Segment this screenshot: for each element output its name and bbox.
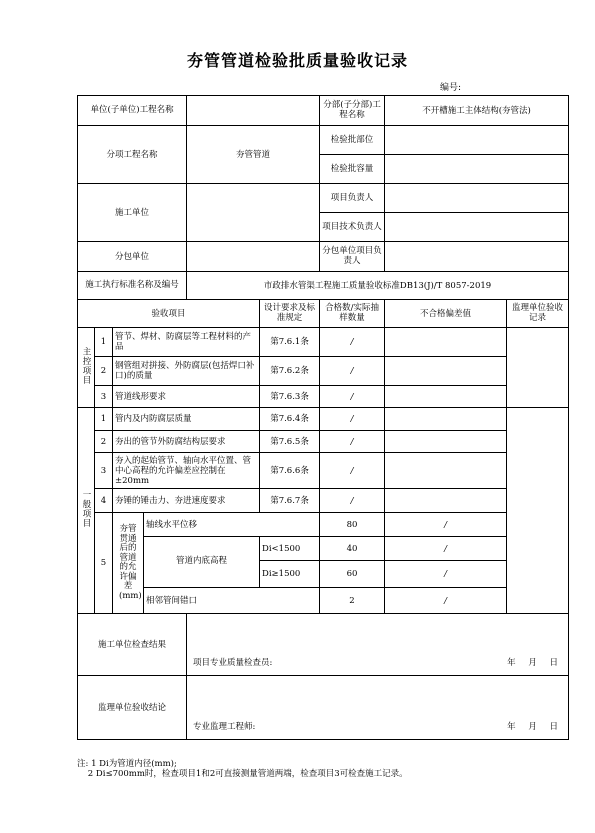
general-group: 一般项目 xyxy=(78,408,95,614)
gen-row-no: 5 xyxy=(95,513,113,614)
subdivision-value[interactable]: 不开槽施工主体结构(夯管法) xyxy=(385,96,569,126)
supervisor-result-area[interactable] xyxy=(187,676,569,740)
col-supervisor: 监理单位验收记录 xyxy=(507,300,569,328)
item-project-value[interactable]: 夯管管道 xyxy=(187,126,320,184)
supervisor-date: 年 月 日 xyxy=(507,722,559,732)
mc-row-no: 2 xyxy=(95,357,113,386)
col-deviation: 不合格偏差值 xyxy=(385,300,507,328)
contractor-value[interactable] xyxy=(187,184,320,242)
mc-row-item: 管节、焊材、防腐层等工程材料的产品 xyxy=(113,328,260,357)
mc-row-std: 第7.6.3条 xyxy=(260,386,320,408)
inspection-record-table xyxy=(77,95,569,740)
quality-inspector-label: 项目专业质量检查员: xyxy=(193,658,273,668)
batch-part-label: 检验批部位 xyxy=(320,126,385,155)
notes xyxy=(77,759,408,779)
di-small-label: Di<1500 xyxy=(260,537,320,561)
mc-row-deviation[interactable] xyxy=(385,357,507,386)
di-small-value: 40 xyxy=(320,537,385,561)
unit-label: 单位(子单位)工程名称 xyxy=(78,96,187,126)
mc-row-no: 1 xyxy=(95,328,113,357)
contractor-date: 年 月 日 xyxy=(507,658,559,668)
batch-qty-label: 检验批容量 xyxy=(320,155,385,184)
tolerance-group: 夯管贯通后的管道的允许偏差(mm) xyxy=(113,513,144,614)
mc-row-qty[interactable]: / xyxy=(320,357,385,386)
standard-label: 施工执行标准名称及编号 xyxy=(78,272,187,300)
sub-pm-value[interactable] xyxy=(385,242,569,272)
subcontractor-label: 分包单位 xyxy=(78,242,187,272)
gen-row-deviation[interactable] xyxy=(385,431,507,453)
col-qualified: 合格数/实际抽样数量 xyxy=(320,300,385,328)
gen-row-deviation[interactable] xyxy=(385,489,507,513)
note-line-1: 注: 1 Di为管道内径(mm); xyxy=(77,759,177,769)
mc-row-item: 管道线形要求 xyxy=(113,386,260,408)
batch-part-value[interactable] xyxy=(385,126,569,155)
contractor-result-label: 施工单位检查结果 xyxy=(78,614,187,676)
gen-row-qty[interactable]: / xyxy=(320,489,385,513)
joint-misalign-label: 相邻管间错口 xyxy=(144,588,320,614)
gen-row-deviation[interactable] xyxy=(385,408,507,431)
standard-value: 市政排水管渠工程施工质量验收标准DB13(J)/T 8057-2019 xyxy=(187,272,569,300)
col-check-item: 验收项目 xyxy=(78,300,260,328)
joint-misalign-qty[interactable]: / xyxy=(385,588,507,614)
gen-row-no: 3 xyxy=(95,453,113,489)
serial-number-label: 编号: xyxy=(440,83,462,93)
supervisor-result-label: 监理单位验收结论 xyxy=(78,676,187,740)
di-large-qty[interactable]: / xyxy=(385,561,507,588)
mc-row-deviation[interactable] xyxy=(385,386,507,408)
subcontractor-value[interactable] xyxy=(187,242,320,272)
gen-row-no: 2 xyxy=(95,431,113,453)
di-large-value: 60 xyxy=(320,561,385,588)
tech-lead-label: 项目技术负责人 xyxy=(320,213,385,242)
sub-pm-label: 分包单位项目负责人 xyxy=(320,242,385,272)
contractor-result-area[interactable] xyxy=(187,614,569,676)
gen-row-item: 夯锤的锤击力、夯进速度要求 xyxy=(113,489,260,513)
item-project-label: 分项工程名称 xyxy=(78,126,187,184)
gen-row-deviation[interactable] xyxy=(385,453,507,489)
axis-offset-label: 轴线水平位移 xyxy=(144,513,320,537)
note-line-2: 2 Di≤700mm时，检查项目1和2可直接测量管道两端，检查项目3可检查施工记录。 xyxy=(77,769,408,779)
gen-row-no: 4 xyxy=(95,489,113,513)
main-control-group: 主控项目 xyxy=(78,328,95,408)
gen-supervisor-record[interactable] xyxy=(507,408,569,614)
mc-supervisor-record[interactable] xyxy=(507,328,569,408)
gen-row-qty[interactable]: / xyxy=(320,431,385,453)
gen-row-std: 第7.6.5条 xyxy=(260,431,320,453)
joint-misalign-value: 2 xyxy=(320,588,385,614)
mc-row-no: 3 xyxy=(95,386,113,408)
supervising-engineer-label: 专业监理工程师: xyxy=(193,722,256,732)
gen-row-qty[interactable]: / xyxy=(320,453,385,489)
gen-row-item: 夯入的起始管节、轴向水平位置、管中心高程的允许偏差应控制在±20mm xyxy=(113,453,260,489)
project-manager-value[interactable] xyxy=(385,184,569,213)
gen-row-item: 管内及内防腐层质量 xyxy=(113,408,260,431)
axis-offset-qty[interactable]: / xyxy=(385,513,507,537)
project-manager-label: 项目负责人 xyxy=(320,184,385,213)
mc-row-std: 第7.6.2条 xyxy=(260,357,320,386)
page-title: 夯管管道检验批质量验收记录 xyxy=(186,51,408,70)
mc-row-item: 钢管组对拼接、外防腐层(包括焊口补口)的质量 xyxy=(113,357,260,386)
subdivision-label: 分部(子分部)工程名称 xyxy=(320,96,385,126)
gen-row-item: 夯出的管节外防腐结构层要求 xyxy=(113,431,260,453)
contractor-label: 施工单位 xyxy=(78,184,187,242)
batch-qty-value[interactable] xyxy=(385,155,569,184)
tech-lead-value[interactable] xyxy=(385,213,569,242)
gen-row-std: 第7.6.6条 xyxy=(260,453,320,489)
axis-offset-value: 80 xyxy=(320,513,385,537)
invert-elevation-label: 管道内底高程 xyxy=(144,537,260,588)
mc-row-deviation[interactable] xyxy=(385,328,507,357)
mc-row-qty[interactable]: / xyxy=(320,328,385,357)
gen-row-std: 第7.6.4条 xyxy=(260,408,320,431)
di-large-label: Di≥1500 xyxy=(260,561,320,588)
gen-row-std: 第7.6.7条 xyxy=(260,489,320,513)
gen-row-no: 1 xyxy=(95,408,113,431)
unit-value[interactable] xyxy=(187,96,320,126)
gen-row-qty[interactable]: / xyxy=(320,408,385,431)
mc-row-qty[interactable]: / xyxy=(320,386,385,408)
mc-row-std: 第7.6.1条 xyxy=(260,328,320,357)
di-small-qty[interactable]: / xyxy=(385,537,507,561)
col-design-req: 设计要求及标准规定 xyxy=(260,300,320,328)
